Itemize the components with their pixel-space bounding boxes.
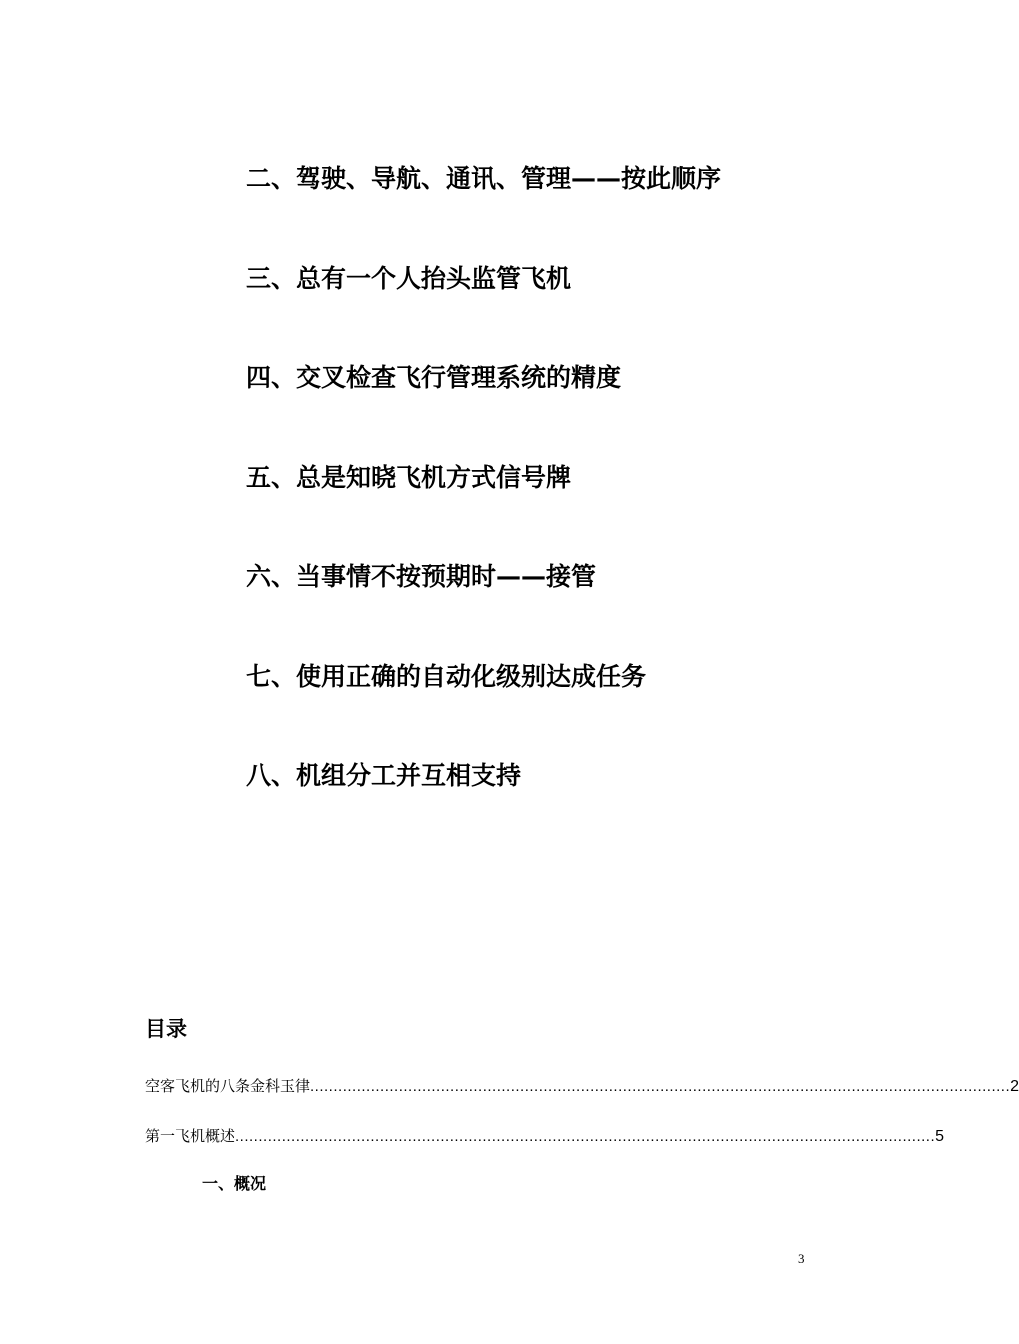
toc-entry[interactable] — [145, 1125, 945, 1148]
toc-entry-title: 空客飞机的八条金科玉律 — [145, 1077, 311, 1095]
rule-item-4: 四、交叉检查飞行管理系统的精度 — [246, 363, 622, 392]
rule-item-6: 六、当事情不按预期时——接管 — [246, 562, 597, 591]
toc-entry[interactable] — [145, 1075, 1019, 1098]
toc-dot-leader: ...................................................................................................................................................... — [310, 1078, 1011, 1095]
toc-dot-leader: ...................................................................................................................................................... — [235, 1128, 936, 1145]
toc-entry-page: 5 — [935, 1128, 945, 1145]
rule-item-5: 五、总是知晓飞机方式信号牌 — [246, 463, 572, 492]
toc-sub-item: 一、概况 — [202, 1174, 267, 1193]
page-number: 3 — [798, 1251, 805, 1266]
rule-item-2: 二、驾驶、导航、通讯、管理——按此顺序 — [246, 164, 722, 193]
toc-entry-page: 2 — [1010, 1078, 1019, 1095]
toc-heading: 目录 — [145, 1017, 187, 1041]
toc-entry-title: 第一飞机概述 — [145, 1127, 236, 1145]
rule-item-7: 七、使用正确的自动化级别达成任务 — [246, 662, 647, 691]
rule-item-8: 八、机组分工并互相支持 — [246, 761, 522, 790]
rule-item-3: 三、总有一个人抬头监管飞机 — [246, 264, 572, 293]
